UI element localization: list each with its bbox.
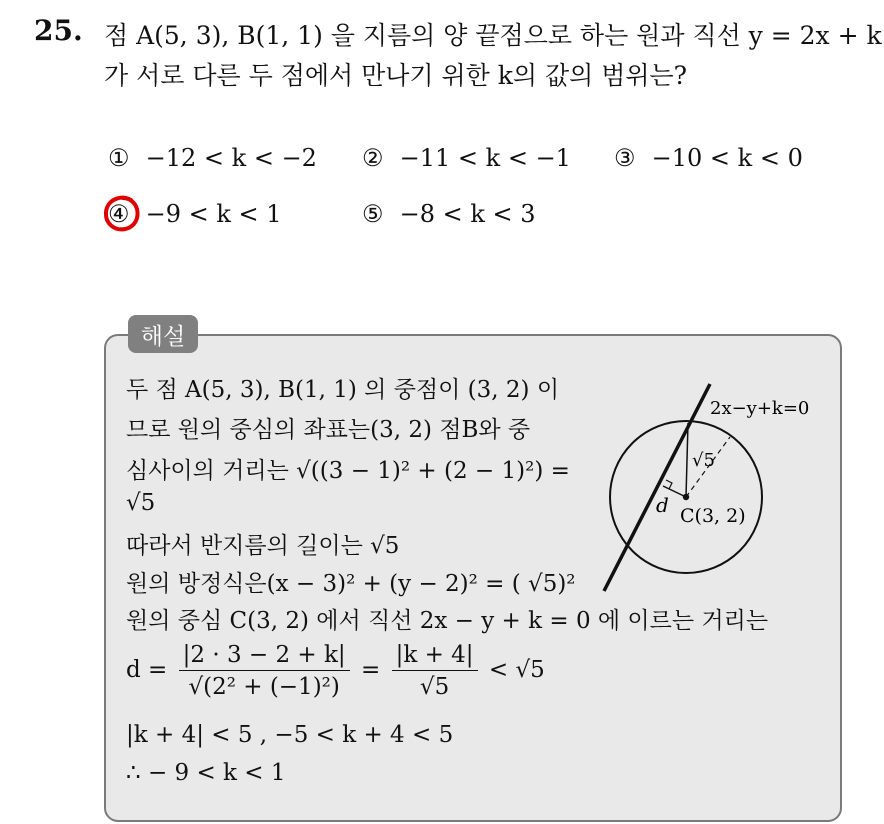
- choice-5-symbol: ⑤: [362, 200, 384, 228]
- choice-2-text: −11 < k < −1: [399, 144, 571, 172]
- fraction-2: [392, 642, 478, 700]
- choice-1[interactable]: [108, 144, 317, 172]
- circle-line-diagram: [600, 376, 840, 606]
- question-text-line2: 가 서로 다른 두 점에서 만나기 위한 k의 값의 범위는?: [104, 61, 688, 90]
- center-label: C(3, 2): [680, 505, 746, 527]
- distance-rhs: < √5: [488, 657, 545, 683]
- solution-line6: 원의 방정식은(x − 3)² + (y − 2)² = ( √5)²: [126, 571, 576, 597]
- choice-1-symbol: ①: [108, 144, 130, 172]
- solution-line1: 두 점 A(5, 3), B(1, 1) 의 중점이 (3, 2) 이: [126, 377, 560, 403]
- solution-line2: 므로 원의 중심의 좌표는(3, 2) 점B와 중: [126, 417, 531, 443]
- solution-line7: 원의 중심 C(3, 2) 에서 직선 2x − y + k = 0 에 이르는 거리는: [126, 608, 769, 634]
- fraction-2-numerator: |k + 4|: [392, 642, 478, 671]
- choice-2[interactable]: [362, 144, 571, 172]
- choice-1-text: −12 < k < −2: [145, 144, 317, 172]
- distance-lhs: d =: [126, 657, 168, 683]
- line-equation-label: 2x−y+k=0: [710, 398, 810, 419]
- solution-line3: 심사이의 거리는 √((3 − 1)² + (2 − 1)²) =: [126, 458, 570, 484]
- fraction-1-denominator: √(2² + (−1)²): [188, 674, 340, 700]
- choice-3[interactable]: [614, 144, 803, 172]
- fraction-2-denominator: √5: [419, 674, 450, 700]
- radius-label: √5: [692, 450, 715, 471]
- question-number: 25.: [34, 14, 83, 47]
- center-point: [683, 494, 689, 500]
- choice-4-text: −9 < k < 1: [145, 200, 282, 228]
- solution-line5: 따라서 반지름의 길이는 √5: [126, 533, 400, 559]
- solution-line10: ∴ − 9 < k < 1: [126, 760, 286, 786]
- question-text-line1: 점 A(5, 3), B(1, 1) 을 지름의 양 끝점으로 하는 원과 직선 y = 2x + k: [104, 21, 882, 50]
- choice-4[interactable]: [108, 200, 282, 228]
- distance-label: d: [656, 493, 669, 517]
- choice-3-symbol: ③: [614, 144, 636, 172]
- distance-formula: [126, 642, 545, 700]
- equals-sign: =: [361, 657, 381, 683]
- solution-tag: 해설: [128, 315, 198, 353]
- tangent-line: [604, 384, 710, 591]
- choice-5-text: −8 < k < 3: [399, 200, 536, 228]
- solution-line9: |k + 4| < 5 , −5 < k + 4 < 5: [126, 722, 454, 748]
- choice-4-symbol: ④: [108, 200, 130, 228]
- solution-line4: √5: [126, 490, 156, 516]
- choice-2-symbol: ②: [362, 144, 384, 172]
- fraction-1-numerator: |2 · 3 − 2 + k|: [179, 642, 350, 671]
- fraction-1: [179, 642, 350, 700]
- choice-5[interactable]: [362, 200, 536, 228]
- choice-3-text: −10 < k < 0: [651, 144, 803, 172]
